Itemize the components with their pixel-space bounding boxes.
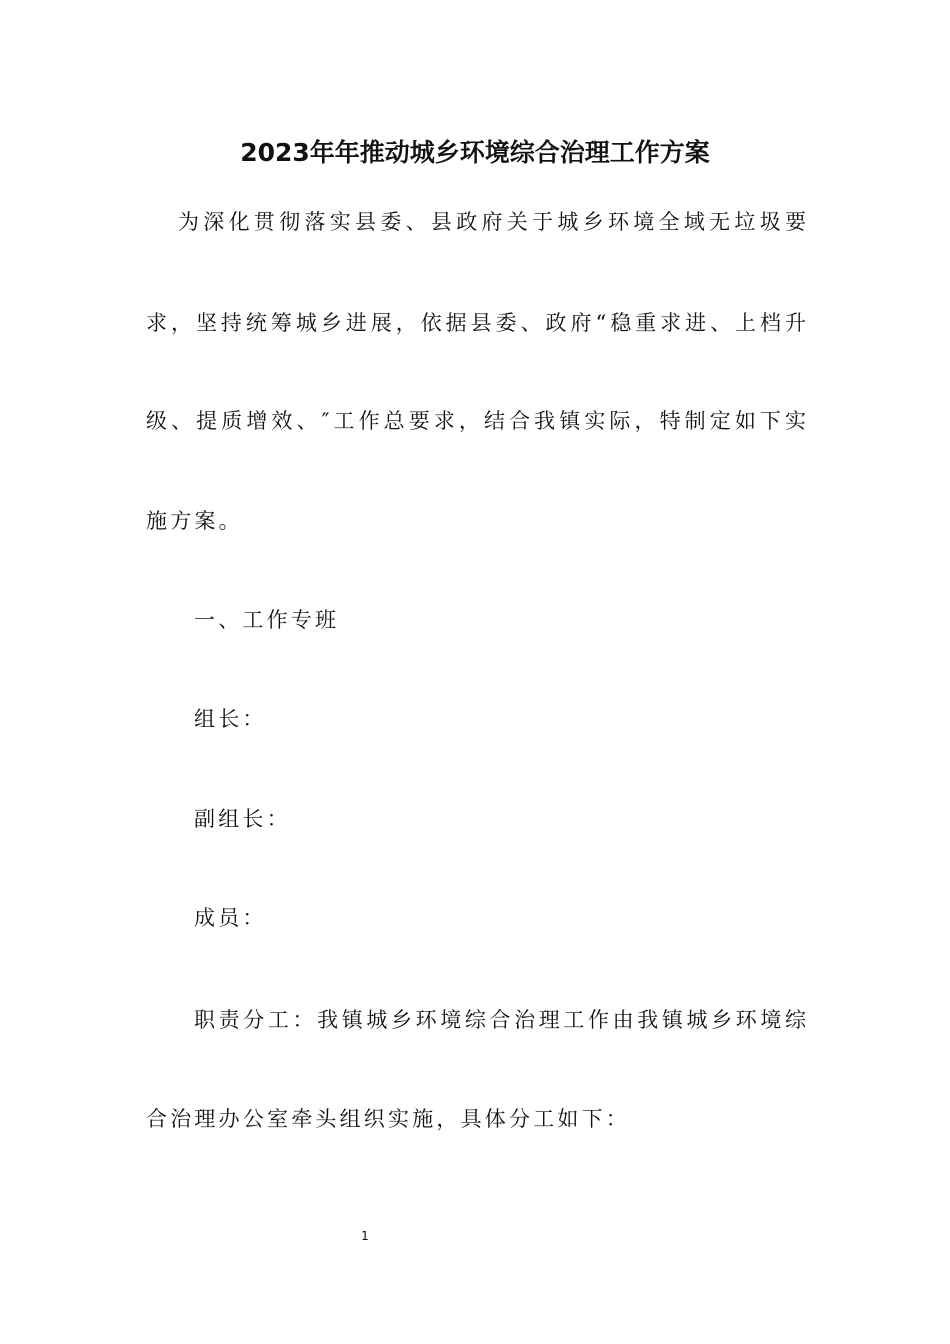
section-heading: 一、工作专班 [194,608,340,632]
intro-line-4: 施方案。 [146,509,243,533]
page-number: 1 [361,1229,369,1243]
duty-line-2: 合治理办公室牵头组织实施，具体分工如下： [146,1107,630,1131]
intro-line-1: 为深化贯彻落实县委、县政府关于城乡环境全域无垃圾要 [178,210,806,234]
duty-line-1: 职责分工：我镇城乡环境综合治理工作由我镇城乡环境综 [194,1008,806,1032]
deputy-leader-label: 副组长： [194,807,291,831]
leader-label: 组长： [194,707,267,731]
document-title: 2023年年推动城乡环境综合治理工作方案 [240,138,710,167]
members-label: 成员： [194,906,267,930]
intro-line-2: 求，坚持统筹城乡进展，依据县委、政府“稳重求进、上档升 [146,311,806,335]
intro-line-3: 级、提质增效、″工作总要求，结合我镇实际，特制定如下实 [146,409,806,433]
